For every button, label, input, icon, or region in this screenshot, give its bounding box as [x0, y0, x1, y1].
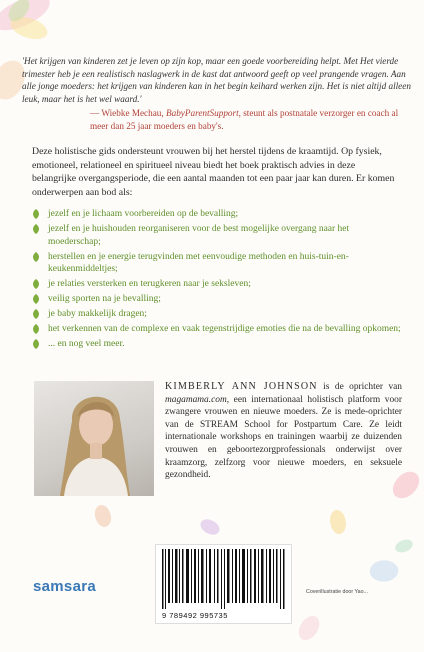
quote-attribution: — Wiebke Mechau, BabyParentSupport, steunt als postnatale verzorger en coach al meer dan 25 jaar moeders en baby's. — [90, 108, 399, 131]
leaf-bullet-icon — [32, 294, 40, 304]
isbn-barcode — [155, 544, 292, 624]
list-item: het verkennen van de complexe en vaak tegenstrijdige emoties die na de bevalling opkomen; — [32, 323, 402, 336]
petal-decoration — [198, 515, 222, 539]
leaf-bullet-icon — [32, 339, 40, 349]
leaf-bullet-icon — [32, 252, 40, 262]
leaf-bullet-icon — [32, 279, 40, 289]
list-item: je relaties versterken en terugkeren naar je seksleven; — [32, 278, 402, 291]
petal-decoration — [296, 613, 322, 644]
topic-list — [32, 208, 402, 353]
petal-decoration — [394, 539, 414, 554]
list-item: jezelf en je huishouden reorganiseren voor de best mogelijke overgang naar het moederschap; — [32, 223, 402, 248]
leaf-bullet-icon — [32, 309, 40, 319]
leaf-bullet-icon — [32, 209, 40, 219]
list-item: je baby makkelijk dragen; — [32, 308, 402, 321]
list-item: ... en nog veel meer. — [32, 338, 402, 351]
leaf-bullet-icon — [32, 224, 40, 234]
book-description: Deze holistische gids ondersteunt vrouwen bij het herstel tijdens de kraamtijd. Op fysiek, emotioneel, relationeel en spiritueel niveau biedt het boek praktisch advies in deze belangrijke overgangsperiode, die een aantal maanden tot een paar jaar kan duren. Er komen onderwerpen aan bod als: — [32, 146, 395, 198]
cover-credit: Coverillustratie door Yao... — [306, 589, 368, 595]
list-item: jezelf en je lichaam voorbereiden op de bevalling; — [32, 208, 402, 221]
publisher-logo: samsara — [33, 578, 96, 595]
petal-decoration — [326, 508, 349, 536]
isbn-number: 9 789492 995735 — [162, 611, 228, 620]
petal-decoration — [368, 557, 401, 585]
list-item: herstellen en je energie terugvinden met eenvoudige methoden en huis-tuin-en-keukenmiddeltjes; — [32, 251, 402, 276]
author-portrait-icon — [34, 381, 154, 496]
petal-decoration — [91, 502, 116, 529]
author-photo — [34, 381, 154, 496]
review-quote: 'Het krijgen van kinderen zet je leven op zijn kop, maar een goede voorbereiding helpt. Met Het vierde trimester heb je een realistisch naslagwerk in de kast dat antwoord geeft op veel prangende vragen. Aan alle jonge moeders: het krijgen van kinderen kan in het begin keihard werken zijn. Het is niet altijd alleen leuk, maar het is het wel waard.' — [22, 56, 411, 104]
leaf-bullet-icon — [32, 324, 40, 334]
barcode-icon — [162, 549, 285, 609]
list-item: veilig sporten na je bevalling; — [32, 293, 402, 306]
author-bio: KIMBERLY ANN JOHNSON is de oprichter van magamama.com, een internationaal holistisch platform voor zwangere vrouwen en nieuwe moeders. Ze is mede-oprichter van de STREAM School for Postpartum Care. Ze leidt internationale workshops en trainingen waarbij ze duizenden vrouwen en geboortezorgprofessionals onderwijst over kraamzorg, zelfzorg voor nieuwe moeders, en seksuele gezondheid. — [165, 381, 402, 481]
